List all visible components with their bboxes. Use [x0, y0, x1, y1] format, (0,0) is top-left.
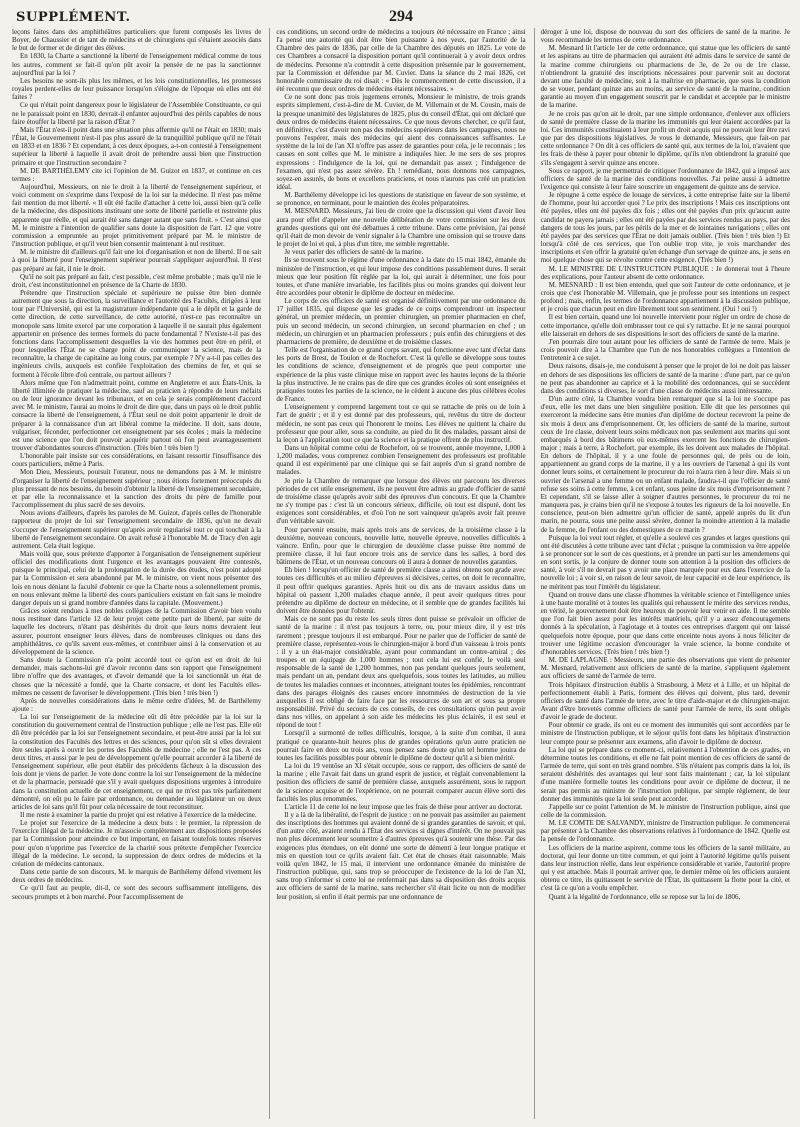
article-paragraph: Prétendre que l'instruction spéciale et supérieure ne puisse être bien donnée autrement que sous la direction, la surveillance et l'autorité des Facultés, dirigées à leur tour par l'Université, qui est la magistrature indépendante qui a le dépôt et la garde de cette direction, de cette surveillance, de cette autorité, n'est-ce pas reconnaître un monopole sans limite exercé par une corporation à laquelle il ne saurait plus également appartenir en présence des termes formels du pacte fondamental ? N'existe-t-il pas des fonctions dans l'accomplissement desquelles la vie des hommes peut être en péril, et pour lesquelles l'État ne se charge point de communiquer la science, mais de la reconnaître, la charge de capitaine au long cours, par exemple ? N'y a-t-il pas celles des ingénieurs civils, auxquels est confiée l'exploitation des chemins de fer, et qui se forment à l'école libre d'où centrale, ou partout ailleurs ?: [12, 289, 262, 379]
article-paragraph: M. LE MINISTRE DE L'INSTRUCTION PUBLIQUE : Je donnerai tout à l'heure des explications, pour l'auteur absent de cette ordonnance.: [540, 264, 790, 281]
article-paragraph: L'honorable pair insiste sur ces considérations, en faisant ressortir l'insuffisance des cours particuliers, même à Paris.: [12, 452, 262, 469]
article-paragraph: La loi qui se prépare dans ce moment-ci, relativement à l'obtention de ces grades, en détermine toutes les conditions, et elle ne fait point mention de ces officiers de santé de l'armée de terre, qui sont en très grand nombre. S'ils n'étaient pas compris dans la loi, ils seraient déshérités des avantages qui leur sont faits maintenant ; car, la loi stipulant d'une manière formelle toutes les conditions pour avoir ce diplôme de docteur, il ne serait pas permis au ministre de l'instruction publique, par simple règlement, de leur donner des immunités que la loi seule peut accorder.: [540, 745, 790, 803]
article-paragraph: Quand on trouve dans une classe d'hommes la véritable science et l'intelligence unies à une haute moralité et à toutes les qualités qui rehaussent le mérite des services rendus, en vérité, le gouvernement doit être heureux de pouvoir leur venir en aide. Il me semble que l'on fait bien assez pour les intérêts matériels, qu'il y a assez d'encouragemens donnés à la spéculation, à l'agiotage et à toutes ces entreprises d'argent qui ont laissé quelquefois notre époque, pour que dans cette enceinte nous ayons à nous féliciter de trouver une légitime occasion d'encourager la vraie science, la bonne conduite et d'honorables services. (Très bien ! très bien !): [540, 590, 790, 656]
article-paragraph: M. MESNARD : Il est bien entendu, quel que soit l'auteur de cette ordonnance, et je crois que c'est l'honorable M. Villemain, que je professe pour ses intentions un respect profond ; mais, enfin, les termes de l'ordonnance appartiennent à la discussion publique, et je crois que chacun peut en dire librement tout son sentiment. (Oui ! oui !): [540, 280, 790, 314]
article-paragraph: Sous ce rapport, je me permettrai de critiquer l'ordonnance de 1842, qui a imposé aux officiers de santé de la marine des conditions nouvelles. J'ai peine aussi à admettre l'exigence qui consiste à leur faire souscrire un engagement de quinze ans de service.: [540, 166, 790, 191]
article-paragraph: Il y a là de la libéralité, de l'esprit de justice : on ne pouvait pas assimiler au paiement des inscriptions des hommes qui avaient donné de si grandes garanties de savoir, et qui, d'un autre côté, avaient rendu à l'État des services si dignes d'intérêt. On ne pouvait pas non plus décemment leur soumettre à d'autres épreuves qu'à soutenir une thèse. Par des exigences plus étendues, on eût donné une sorte de démenti à leur longue pratique et mis en question tout ce qu'ils avaient fait. Cet état de choses était raisonnable. Mais voilà qu'en 1842, le 15 mai, il intervient une ordonnance émanée du ministère de l'instruction publique, qui, sans trop se préoccuper de l'existence de la loi de l'an XI, sans trop s'informer si cette loi ne renfermait pas dans sa disposition des droits acquis aux officiers de santé de la marine, sans rechercher s'il était licite ou non de modifier leur position, si enfin il était permis par une ordonnance de: [276, 811, 526, 901]
article-paragraph: Dans cette partie de son discours, M. le marquis de Barthélemy défend vivement les deux ordres de médecins.: [12, 868, 262, 885]
article-paragraph: M. Barthélemy développe ici les questions de statistique en faveur de son système, et se prononce, en terminant, pour le maintien des écoles préparatoires.: [276, 191, 526, 208]
article-paragraph: M. LE COMTE DE SALVANDY, ministre de l'instruction publique. Je commencerai par présenter à la Chambre des observations relatives à l'ordonnance de 1842. Quelle est la pensée de l'ordonnance.: [540, 819, 790, 844]
article-paragraph: Je prie la Chambre de remarquer que lorsque des élèves ont parcouru les diverses périodes de cet utile enseignement, ils ne peuvent être admis au grade d'officier de santé de troisième classe qu'après avoir subi des épreuves d'un concours. Et que la Chambre ne s'y trompe pas : c'est là un concours sérieux, difficile, où tout est disputé, dont les exigences sont considérables, et d'où l'on ne sort vainqueur qu'après avoir fait preuve d'un véritable savoir.: [276, 476, 526, 526]
article-paragraph: J'appelle sur ce point l'attention de M. le ministre de l'instruction publique, ainsi que celle de la commission.: [540, 802, 790, 819]
article-paragraph: Puisque la loi veut tout régler, et qu'elle a soulevé ces grandes et larges questions qui ont été discutées à cette tribune avec tant d'éclat ; puisque la commission va être appelée à se prononcer sur le sort de ces questions, et à prendre un parti sur les amendemens qui en sont sortis, je la conjure de donner toute son attention à la position des officiers de santé, à voir s'il ne devrait pas y avoir une place marquée pour eux dans l'exercice de la nouvelle loi ; à voir si, en raison de leur savoir, de leur capacité et de leur expérience, ils ne méritent pas tout l'intérêt du législateur.: [540, 533, 790, 591]
article-paragraph: Mais voilà que, sous prétexte d'apporter à l'organisation de l'enseignement supérieur officiel des modifications dont l'urgence et les avantages pouvaient être contestés, puisque le principal, celui de la prolongation de la durée des études, n'est point adopté par la Commission et sera abandonné par M. le ministre, on vient nous présenter des lois en nous déniant la faculté d'obtenir ce que la Charte nous a solennellement promis, en nous enlevant même la liberté des cours particuliers existant en fait sans le moindre danger depuis un si grand nombre d'années dans la capitale. (Mouvement.): [12, 550, 262, 607]
article-paragraph: M. le ministre dit d'ailleurs qu'il fait une loi d'organisation et non de liberté. Il ne sait à quoi la liberté pour l'enseignement supérieur pourrait s'appliquer aujourd'hui. Il n'est pas préparé au fait, il nie le droit.: [12, 248, 262, 273]
article-paragraph: Ils se trouvent sous le régime d'une ordonnance à la date du 15 mai 1842, émanée du ministère de l'instruction, et qui leur impose des conditions passablement dures. Il serait mieux que leur position fût réglée par la loi, qui aurait à déterminer, une fois pour toutes, et d'une manière invariable, les facilités plus ou moins grandes qui doivent leur être accordées pour obtenir le diplôme de docteur en médecine.: [276, 256, 526, 297]
article-paragraph: Mais l'État n'est-il point dans une situation plus affermie qu'il ne l'était en 1830; mais l'État, le Gouvernement n'est-il pas plus assuré de la tranquillité publique qu'il ne l'était en 1833 et en 1836 ? Et cependant, à ces deux époques, a-t-on contesté à l'enseignement supérieur la liberté à laquelle il avait droit de prétendre aussi bien que l'instruction primaire et que l'instruction secondaire ?: [12, 125, 262, 167]
article-paragraph: M. MESNARD. Messieurs, j'ai lieu de croire que la discussion qui vient d'avoir lieu aura pour effet d'appeler une nouvelle délibération de votre commission sur les deux grandes questions qui ont été débattues à cette tribune. Dans cette prévision, j'ai pensé qu'il était de mon devoir de venir signaler à la Chambre une omission qui se trouve dans le projet de loi et qui, à plus d'un titre, me semble regrettable.: [276, 207, 526, 249]
article-paragraph: Deux raisons, disais-je, me conduisent à penser que le projet de loi ne doit pas laisser en dehors de ses dispositions les officiers de santé de la marine : d'une part, par ce qu'on ne peut pas abandonner au caprice et à la mobilité des ordonnances, qui se succèdent dans des conditions si diverses, le sort d'une classe de médecins aussi intéressante.: [540, 362, 790, 395]
article-paragraph: Ce ne sont donc pas trois jugemens erronés, Monsieur le ministre, de trois grands esprits simplement, c'est-à-dire de M. Cuvier, de M. Villemain et de M. Cousin, mais de la presque unanimité des législatures de 1825, plus du conseil d'État, qui ont déclaré que deux ordres de médecins étaient nécessaires. Ce que nous devons chercher, ce qu'il faut, en définitive, c'est d'avoir non pas des médecins supérieurs dans les campagnes, nous ne pouvons l'espérer, mais des médecins qui aient des connaissances suffisantes. Le système de la loi de l'an XI n'offre pas assez de garanties pour cela, je le reconnais ; les causes en sont celles que M. le ministre a indiquées hier. Je me sers de ses propres expressions : l'indulgence de la loi, qui ne demandait pas assez ; l'indulgence de l'examen, qui n'est pas assez sévère. Eh ! remédiant, nous donnons nos campagnes, soyez-en assurés, de bons et excellens praticiens, et nous n'aurons pas créé un praticien idéal.: [276, 93, 526, 191]
article-paragraph: D'un autre côté, la Chambre voudra bien remarquer que si la loi ne s'occupe pas d'eux, elle les met dans une bien singulière position. Elle dit que les personnes qui exerceront la médecine sans être munies d'un diplôme de docteur recevront la peine de six mois à deux ans d'emprisonnement. Or, les officiers de santé de la marine, surtout ceux de 1re classe, doivent leurs soins médicaux non pas seulement aux marins qui sont embarqués à bord des bâtimens où eux-mêmes exercent les fonctions de chirurgien-major ; mais à terre, à Rochefort, par exemple, ils les doivent aux malades de l'hôpital. En dehors de l'hôpital, il y a une foule de personnes qui, de près ou de loin, appartiennent au grand corps de la marine, il y a les ouvriers de l'arsenal à qui ils vont donner leurs soins, et certainement le procureur du roi n'aura rien à leur dire. Mais si un ouvrier de l'arsenal a une femme ou un enfant malade, faudra-t-il que l'officier de santé refuse ses soins à cette femme, à cet enfant, sous peine de six mois d'emprisonnement ? Et cependant, s'il se laisse aller à soigner d'autres personnes, le procureur du roi ne manquera pas, je crains bien qu'il ne s'expose à toutes les rigueurs de la loi nouvelle. En conscience, peut-on bien admettre qu'un officier de santé, appelé auprès du lit d'un marin, ne pourra, sous une peine aussi sévère, donner la moindre attention à la maladie de la femme, de l'enfant ou des domestiques de ce marin ?: [540, 395, 790, 534]
article-paragraph: Il est bien certain, quand une loi nouvelle intervient pour régler un ordre de chose de cette importance, qu'elle doit embrasser tout ce qui s'y rattache. Et je ne saurai pourquoi elle laisserait en dehors de ses dispositions le sort des officiers de santé de la marine.: [540, 313, 790, 338]
article-paragraph: Je veux parler des officiers de santé de la marine.: [284, 248, 424, 257]
article-paragraph: Les officiers de la marine aspirent, comme tous les officiers de la santé militaire, au doctorat, qui leur donne un titre commun, et qui joint à l'autorité légitime qu'ils puisent dans leur instruction réelle, dans leur expérience considérable et variée, l'autorité propre qui y est attachée. Mais il pourrait arriver que, le dernier même où les officiers auraient obtenu ce titre, ils quittassent le service de l'État, ils quittassent la flotte pour la cité, et c'est là ce qu'on a voulu empêcher.: [540, 843, 790, 893]
article-paragraph: Eh bien ! lorsqu'un officier de santé de première classe a ainsi obtenu son grade avec toutes ces difficultés et au milieu d'épreuves si décisives, certes, on doit le reconnaître, il peut offrir quelques garanties. Après huit ou dix ans de travaux assidus dans un hôpital où passent 1,200 malades chaque année, il peut avoir quelques titres pour prétendre au diplôme de docteur en médecine, et il semble que de grandes facilités lui doivent être données pour l'obtenir.: [276, 566, 526, 616]
article-paragraph: Les besoins ne sont-ils plus les mêmes, et les lois constitutionnelles, les promesses royales perdent-elles de leur puissance lorsqu'on s'éloigne de l'époque où elles ont été faites ?: [12, 76, 262, 102]
article-paragraph: Trois hôpitaux d'instruction établis à Strasbourg, à Metz et à Lille, et un hôpital de perfectionnement établi à Paris, forment des élèves qui doivent, plus tard, devenir officiers de santé dans l'armée de terre, avec le titre d'aide-major et de chirurgien-major. Avant d'être brevetés comme officiers de santé pour l'armée de terre, ils sont obligés d'avoir le grade de docteur.: [540, 680, 790, 722]
article-paragraph: Quant à la légalité de l'ordonnance, elle se repose sur la loi de 1806,: [548, 892, 741, 901]
article-paragraph: L'article 11 de cette loi ne leur impose que les frais de thèse pour arriver au doctorat.: [284, 802, 523, 811]
article-paragraph: Ce qui n'était point dangereux pour le législateur de l'Assemblée Constituante, ce qui ne le paraissait point en 1830, devrait-il enfanter aujourd'hui des périls capables de nous faire étouffer la liberté par la raison d'État ?: [12, 101, 262, 126]
article-paragraph: La loi sur l'enseignement de la médecine eût dû être précédée par la loi sur la constitution du gouvernement central de l'instruction publique ; elle ne l'est pas. Elle eût dû être précédée par la loi sur l'enseignement secondaire, et peut-être aussi par la loi sur la constitution des Facultés des lettres et des sciences, pour qu'on sût si elles devraient être seules après à ouvrir les portes des Facultés de médecine ; elle ne l'est pas. A ces deux titres, et aussi par le peu de développement qu'elle pourrait accorder à la liberté de l'enseignement supérieur, elle peut établir des précédents fâcheux à la discussion des lois dont je viens de parler. Je vote donc contre la loi sur l'enseignement de la médecine et de la pharmacie, persuadé que s'il y avait quelques dispositions urgentes à introduire dans la constitution actuelle de cet enseignement, ce qui ne m'est pas très parfaitement démontré, on eût pu le faire par ordonnance, ou demander au législateur un ou deux articles de loi sans qu'il fût pour cela nécessaire de tout reconstituer.: [12, 713, 262, 811]
article-paragraph: Le corps de ces officiers de santé est organisé définitivement par une ordonnance du 17 juillet 1835, qui dispose que les grades de ce corps comprendront un inspecteur général, un premier médecin, un premier chirurgien, un premier pharmacien en chef, puis un second médecin, un second chirurgien, un second pharmacien en chef ; un médecin, un chirurgien et un pharmacien professeurs ; puis enfin des chirurgiens et des pharmaciens de première, de deuxième et de troisième classes.: [276, 297, 526, 346]
column-left: [12, 28, 261, 1119]
article-paragraph: Alors même que l'on n'admettrait point, comme en Angleterre et aux États-Unis, la liberté illimitée de pratiquer la médecine, sauf au praticien à répondre de leurs méfaits ou de leur ignorance devant les tribunaux, et en cela je serais complètement d'accord avec M. le ministre, l'aurai au moins le droit de dire que, dans un pays où le droit public consacre la liberté de l'enseignement, à l'État seul ne doit point appartenir le droit de préparer à la connaissance d'un art libéral comme la médecine. Il doit, sans doute, vulgariser, féconder, perfectionner cet enseignement par ses écoles ; mais la médecine est une science que l'on doit pouvoir acquérir partout où l'on peut avantageusement trouver d'abondantes sources d'instruction. (Très bien ! très bien !): [12, 378, 262, 452]
article-paragraph: Nous avions d'ailleurs, d'après les paroles de M. Guizot, d'après celles de l'honorable rapporteur du projet de loi sur l'enseignement secondaire de 1836, qu'on ne devait s'occuper de l'enseignement supérieur qu'après avoir regularisé tout ce qui touchait à la liberté de l'enseignement secondaire. On avait refusé à l'honorable M. de Tracy d'en agir autrement. Cela était logique.: [12, 509, 262, 550]
article-paragraph: Sans doute la Commission n'a point accordé tout ce qu'on est en droit de lui demander, mais sachons-lui gré d'avoir reconnu dans son rapport que l'enseignement libre n'offre que des avantages, et d'avoir demandé que la loi sanctionnât un état de choses que la nécessité a fondé, que la Charte consacre, et dont les Facultés elles-mêmes ne cessent de favoriser le développement. (Très bien ! très bien !): [12, 656, 262, 697]
page-number: 294: [389, 8, 413, 25]
column-middle: [269, 28, 525, 1119]
article-paragraph: Je ne crois pas qu'on ait le droit, par une simple ordonnance, d'enlever aux officiers de santé de première classe de la marine les immunités qui leur étaient accordées par la loi. Ces immunités constituaient à leur profit un droit acquis qui ne pouvait leur être ravi que par des dispositions législatives. Je vous le demande, Messieurs, que fait-on par cette ordonnance ? On dit à ces officiers de santé qui, aux termes de la loi, n'avaient que les frais de thèse à payer pour obtenir le diplôme, qu'ils n'en obtiendront la gratuité que s'ils s'engagent à servir quinze ans encore.: [540, 109, 790, 167]
article-paragraph: J'en pourrais dire tout autant pour les officiers de santé de l'armée de terre. Mais je crois pouvoir dire à la Chambre que l'un de nos honorables collègues a l'intention de l'entretenir à ce sujet.: [540, 337, 790, 363]
article-paragraph: Pour obtenir ce grade, ils ont eu ce moment des immunités qui sont accordées par le ministre de l'instruction publique, et le séjour qu'ils font dans les hôpitaux d'instruction leur compte pour se présenter aux examens, afin d'avoir le diplôme de docteur.: [540, 721, 790, 746]
article-paragraph: Aujourd'hui, Messieurs, on nie le droit à la liberté de l'enseignement supérieur, et voici comment on s'exprime dans l'exposé de la loi sur la médecine. Il n'est pas même fait mention du mot liberté. « Il eût été facile d'attacher à cette loi, aussi bien qu'à celle de la médecine, des dispositions instituant une sorte de liberté partielle et restreinte plus apparente que réelle, et qui aurait été sans danger autant que sans fruit. » C'est ainsi que M. le ministre a l'intention de qualifier sans doute la disposition de l'art. 12 que votre commission a empruntée au projet primitivement préparé par M. le ministre de l'instruction publique, et qu'il veut bien consentir maintenant à nul restituer.: [12, 182, 262, 249]
article-paragraph: ces conditions, un second ordre de médecins a toujours été nécessaire en France ; ainsi l'a pensé une autorité qui doit être bien puissante à nos yeux, par l'autorité de la Chambre des pairs de 1836, par celle de la Chambre des députés en 1825. Le vote de ces Chambres a consacré la disposition portant qu'il continuerait à y avoir deux ordres de médecins. Personne n'a contredit à cette disposition présentée par le gouvernement, par la Commission et défendue par M. Cuvier. Dans la séance du 2 mai 1826, cet honorable commissaire du roi disait : « Dès le commencement de cette discussion, il a été reconnu que deux ordres de médecins étaient nécessaires. »: [276, 28, 526, 94]
article-paragraph: Ce qu'il faut au peuple, dit-il, ce sont des secours suffisamment intelligens, des secours prompts et à bon marché. Pour l'accomplissement de: [12, 884, 262, 901]
article-paragraph: déroger à une loi, dispose de nouveau du sort des officiers de santé de la marine. Je vous recommande les termes de cette ordonnance.: [540, 28, 790, 45]
article-paragraph: Lorsqu'il a surmonté de telles difficultés, lorsque, à la suite d'un combat, il aura pratiqué ce quarante-huit heures plus de grandes opérations qu'un autre praticien ne pourrait faire en deux ou trois ans, vous pensez sans doute qu'un tel homme jouira de toutes les facilités possibles pour obtenir le diplôme de docteur qu'il a si bien mérité.: [276, 729, 526, 762]
article-paragraph: Telle est l'organisation de ce grand corps savant, qui fonctionne avec tant d'éclat dans les ports de Brest, de Toulon et de Rochefort. C'est là qu'elle se développe sous toutes les conditions de science, d'enseignement et de progrès que peut comporter une expérience de la plus vaste clinique mise en rapport avec les hautes leçons de la théorie la plus instructive. Je ne crains pas de dire que ces grandes écoles où sont enseignées et pratiquées toutes les parties de la science, ne le cèdent à aucune des plus célèbres écoles de France.: [276, 346, 526, 404]
article-paragraph: M. Mesnard lit l'article 1er de cette ordonnance, qui statue que les officiers de santé et les aspirans au titre de pharmacien qui auraient été admis dans le service de santé de la marine comme chirurgiens ou pharmaciens de 3e, de 2e ou de 1re classe, n'obtiendront la gratuité des inscriptions nécessaires pour parvenir soit au doctorat devant une faculté de médecine, soit à la maîtrise en pharmacie, que sous la condition de se vouer, pendant quinze ans au moins, au service de santé de la marine, condition garantie au moyen d'un engagement souscrit par le candidat et acceptée par le ministre de la marine.: [540, 44, 790, 110]
article-paragraph: Pour parvenir ensuite, mais après trois ans de services, de la troisième classe à la deuxième, nouveau concours, nouvelle lutte, nouvelle épreuve, nouvelles difficultés à vaincre. Enfin, pour que le chirurgien de deuxième classe puisse être nommé de première classe, il lui faut encore trois ans de service dans les salles, à bord des bâtimens de l'État, et un nouveau concours où il aura à donner de nouvelles garanties.: [276, 525, 526, 567]
article-paragraph: Qu'il ne soit pas préparé au fait, c'est possible, c'est même probable ; mais qu'il nie le droit, c'est inconstitutionnel en présence de la Charte de 1830.: [12, 272, 262, 289]
article-paragraph: Après de nouvelles considérations dans le même ordre d'idées, M. de Barthélemy ajoute :: [12, 696, 262, 713]
article-paragraph: Mais ce ne sont pas du reste les seuls titres dont puisse se prévaloir un officier de santé de la marine : il n'est pas toujours à terre, ou, pour mieux dire, il y est très rarement ; presque toujours il est embarqué. Pour ne parler que de l'officier de santé de première classe, représentez-vous le chirurgien-major à bord d'un vaisseau à trois ponts : il y a un état-major considérable, ayant pour commandant un contre-amiral ; des troupes et un équipage de 1,000 hommes ; tout cela lui est confié, le voilà seul responsable de la santé de 1,200 hommes, non pas pendant quelques jours seulement, mais pendant un an, pendant deux ans quelquefois, sous toutes les latitudes, au milieu de toutes les maladies connues et inconnues, atteignant toutes les épidémies, rencontrant dans des parages éloignés des causes encore innommées de destruction de la vie auxquelles il est obligé de faire face par les ressources de son art et sous sa propre responsabilité. Privé du secours de ces conseils, de ces consultations qu'on peut avoir dans nos villes, on appelant à son aide les médecins les plus éclairés, il est seul et répond de tout !: [276, 615, 526, 730]
article-paragraph: En 1830, la Charte a sanctionné la liberté de l'enseignement médical comme de tous les autres, comment se fait-il qu'on pût avoir la pensée de ne pas la sanctionner aujourd'hui par la loi ?: [12, 52, 262, 77]
article-paragraph: M. DE BARTHÉLEMY cite ici l'opinion de M. Guizot en 1837, et continue en ces termes :: [12, 166, 262, 183]
article-paragraph: Je répugne à cette espèce de louage de services, à cette entreprise faite sur la liberté de l'homme, pour lui accorder quoi ? Le prix des inscriptions ! Mais ces inscriptions ont été payées, elles ont été payées dix fois ; elles ont été payées d'un prix qu'aucun autre candidat ne payera jamais ; elles ont été payées par des services rendus au pays, par des dangers de tous les jours, par les périls de la mer et de lointaines navigations ; elles ont été payées par des services que l'État ne doit jamais oublier. (Très bien ! très bien !) Et lorsqu'à côté de ces services, que l'on oublie trop vite, je vois marchander des inscriptions et s'en offrir la gratuité qu'en échange d'un servage de quinze ans, je sens en moi quelque chose qui se révolte contre cette exigence. (Très bien !): [540, 191, 790, 265]
column-right: [534, 28, 790, 1119]
article-paragraph: Le projet sur l'exercice de la médecine a deux buts : le premier, la répression de l'exercice illégal de la médecine. Je m'associe complètement aux dispositions proposées par la Commission pour atteindre ce but important, en faisant toutefois toutes réserves pour qu'on n'opprime pas l'exercice de la charité sous prétexte d'empêcher l'exercice illégal de la médecine. Le second, la suppression de deux ordres de médecins et la création de médecins cantonaux.: [12, 819, 262, 868]
article-paragraph: Il me reste à examiner la partie du projet qui est relative à l'exercice de la médecine.: [20, 811, 257, 819]
article-paragraph: L'enseignement y comprend largement tout ce qui se rattache de près ou de loin à l'art de guérir ; et il y est donné par des professeurs, qui, revêtus du titre de docteur médecin, ne sont pas ceux qui l'honorent le moins. Les élèves ne quittent la chaire du professeur que pour aller, sous sa conduite, au pied du lit des malades, passant ainsi de la leçon à l'application tout ce que la science et la pratique offrent de plus instructif.: [276, 403, 526, 444]
article-paragraph: Grâces soient rendues à mes nobles collègues de la Commission d'avoir bien voulu nous restituer dans l'article 12 de leur projet cette petite part de liberté, par suite de laquelle les docteurs, n'étant pas déshérités du droit que leurs noms devraient leur assurer, pourront enseigner leurs élèves, dans de nombreuses cliniques ou dans des amphithéâtres, ce qu'ils savent eux-mêmes, et contribuer ainsi à la conservation et au développement de la science.: [12, 607, 262, 656]
article-paragraph: Dans un hôpital comme celui de Rochefort, où se trouvent, année moyenne, 1,000 à 1,200 malades, vous comprenez combien l'enseignement des professeurs est profitable quand il est expérimenté par une clinique qui se fait auprès d'un si grand nombre de malades.: [276, 443, 526, 477]
text-columns: [12, 28, 790, 1119]
article-paragraph: M. DE LAPLAGNE : Messieurs, une partie des observations que vient de présenter M. Mesnard, relativement aux officiers de santé de la marine, s'appliquent également aux officiers de santé de l'armée de terre.: [540, 656, 790, 681]
article-paragraph: Mon Dieu, Messieurs, poursuit l'orateur, nous ne demandons pas à M. le ministre d'organiser la liberté de l'enseignement supérieur ; nous étions fortement préoccupés du plus pressant de nos besoins, du besoin d'obtenir la liberté de l'enseignement secondaire, et par elle la reconnaissance et la sanction des droits du père de famille pour l'accomplissement du plus sacré de ses devoirs.: [12, 468, 262, 510]
article-paragraph: leçons faites dans des amphithéâtres particuliers que furent composés les livres de Boyer, de Chaussier et de tant de médecins et de chirurgiens qui s'étaient associés dans le but de former et de diriger des élèves.: [12, 28, 262, 53]
article-paragraph: La loi du 19 ventôse an XI s'était occupée, sous ce rapport, des officiers de santé de la marine ; elle l'avait fait dans un grand esprit de justice, et réglait convenablement la position des officiers de santé de première classe, auxquels assurément, sous le rapport de la science acquise et de l'expérience, on ne pourrait comparer aucun élève sorti des facultés les plus renommées.: [276, 762, 526, 803]
section-title: SUPPLÉMENT.: [16, 10, 131, 25]
